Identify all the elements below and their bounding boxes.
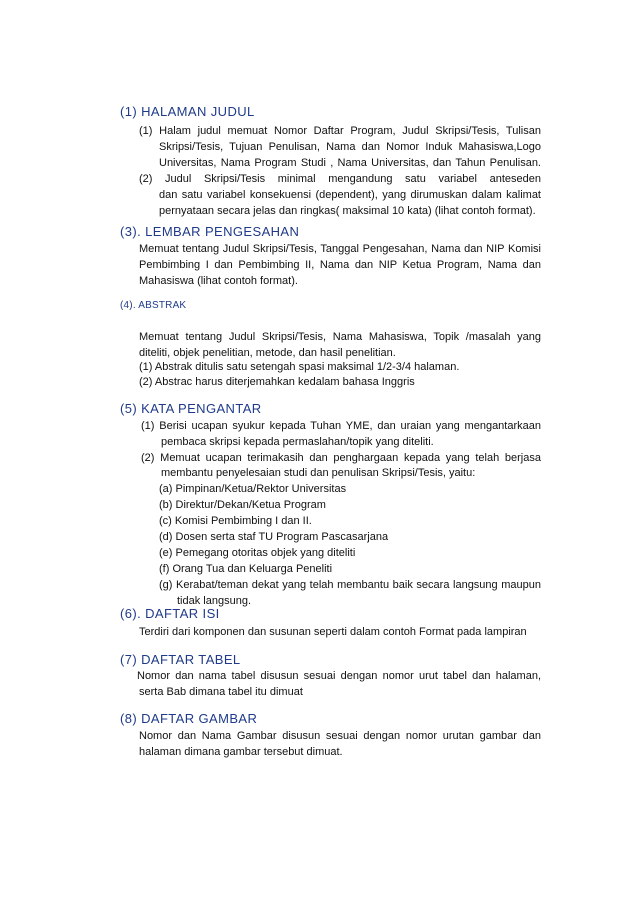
s5-item-g: (g) Kerabat/teman dekat yang telah membantu baik secara langsung maupun bbox=[159, 579, 541, 591]
heading-daftar-tabel: (7) DAFTAR TABEL bbox=[120, 652, 241, 667]
s1-line-6: pernyataan secara jelas dan ringkas( maksimal 10 kata) (lihat contoh format). bbox=[159, 205, 536, 217]
s5-line-4: membantu penyelesaian studi dan penulisan Skripsi/Tesis, yaitu: bbox=[161, 467, 476, 479]
s5-line-3: (2) Memuat ucapan terimakasih dan penghargaan kepada yang telah berjasa bbox=[141, 452, 541, 464]
s5-item-d: (d) Dosen serta staf TU Program Pascasarjana bbox=[159, 531, 389, 543]
heading-daftar-isi: (6). DAFTAR ISI bbox=[120, 606, 220, 621]
s1-line-3: Universitas, Nama Program Studi , Nama Universitas, dan Tahun Penulisan. bbox=[159, 157, 541, 169]
s8-line-2: halaman dimana gambar tersebut dimuat. bbox=[139, 746, 343, 758]
s3-line-2: Pembimbing I dan Pembimbing II, Nama dan NIP Ketua Program, Nama dan bbox=[139, 259, 541, 271]
s1-line-2: Skripsi/Tesis, Tujuan Penulisan, Nama dan Nomor Induk Mahasiswa,Logo bbox=[159, 141, 541, 153]
s7-line-1: Nomor dan nama tabel disusun sesuai dengan nomor urut tabel dan halaman, bbox=[137, 670, 541, 682]
s4-line-3: (1) Abstrak ditulis satu setengah spasi maksimal 1/2-3/4 halaman. bbox=[139, 361, 460, 373]
s5-item-e: (e) Pemegang otoritas objek yang diteliti bbox=[159, 547, 356, 559]
s1-line-1: (1) Halam judul memuat Nomor Daftar Program, Judul Skripsi/Tesis, Tulisan bbox=[139, 125, 541, 137]
s5-item-g-tail: tidak langsung. bbox=[177, 595, 251, 607]
s8-line-1: Nomor dan Nama Gambar disusun sesuai dengan nomor urutan gambar dan bbox=[139, 730, 541, 742]
heading-halaman-judul: (1) HALAMAN JUDUL bbox=[120, 104, 255, 119]
s5-line-1: (1) Berisi ucapan syukur kepada Tuhan YME, dan uraian yang mengantarkaan bbox=[141, 420, 541, 432]
s4-line-4: (2) Abstrac harus diterjemahkan kedalam bahasa Inggris bbox=[139, 376, 415, 388]
s5-item-b: (b) Direktur/Dekan/Ketua Program bbox=[159, 499, 326, 511]
s1-line-4: (2) Judul Skripsi/Tesis minimal mengandung satu variabel anteseden bbox=[139, 173, 541, 185]
heading-abstrak: (4). ABSTRAK bbox=[120, 300, 187, 311]
heading-lembar-pengesahan: (3). LEMBAR PENGESAHAN bbox=[120, 224, 300, 239]
s3-line-3: Mahasiswa (lihat contoh format). bbox=[139, 275, 298, 287]
s5-item-c: (c) Komisi Pembimbing I dan II. bbox=[159, 515, 312, 527]
s4-line-2: diteliti, objek penelitian, metode, dan hasil penelitian. bbox=[139, 347, 396, 359]
heading-kata-pengantar: (5) KATA PENGANTAR bbox=[120, 401, 262, 416]
s1-line-5: dan satu variabel konsekuensi (dependent), yang dirumuskan dalam kalimat bbox=[159, 189, 541, 201]
s5-item-a: (a) Pimpinan/Ketua/Rektor Universitas bbox=[159, 483, 347, 495]
s3-line-1: Memuat tentang Judul Skripsi/Tesis, Tanggal Pengesahan, Nama dan NIP Komisi bbox=[139, 243, 541, 255]
s6-line-1: Terdiri dari komponen dan susunan seperti dalam contoh Format pada lampiran bbox=[139, 626, 527, 638]
heading-daftar-gambar: (8) DAFTAR GAMBAR bbox=[120, 711, 258, 726]
s5-item-f: (f) Orang Tua dan Keluarga Peneliti bbox=[159, 563, 333, 575]
s5-line-2: pembaca skripsi kepada permaslahan/topik yang diteliti. bbox=[161, 436, 434, 448]
s7-line-2: serta Bab dimana tabel itu dimuat bbox=[139, 686, 303, 698]
s4-line-1: Memuat tentang Judul Skripsi/Tesis, Nama Mahasiswa, Topik /masalah yang bbox=[139, 331, 541, 343]
